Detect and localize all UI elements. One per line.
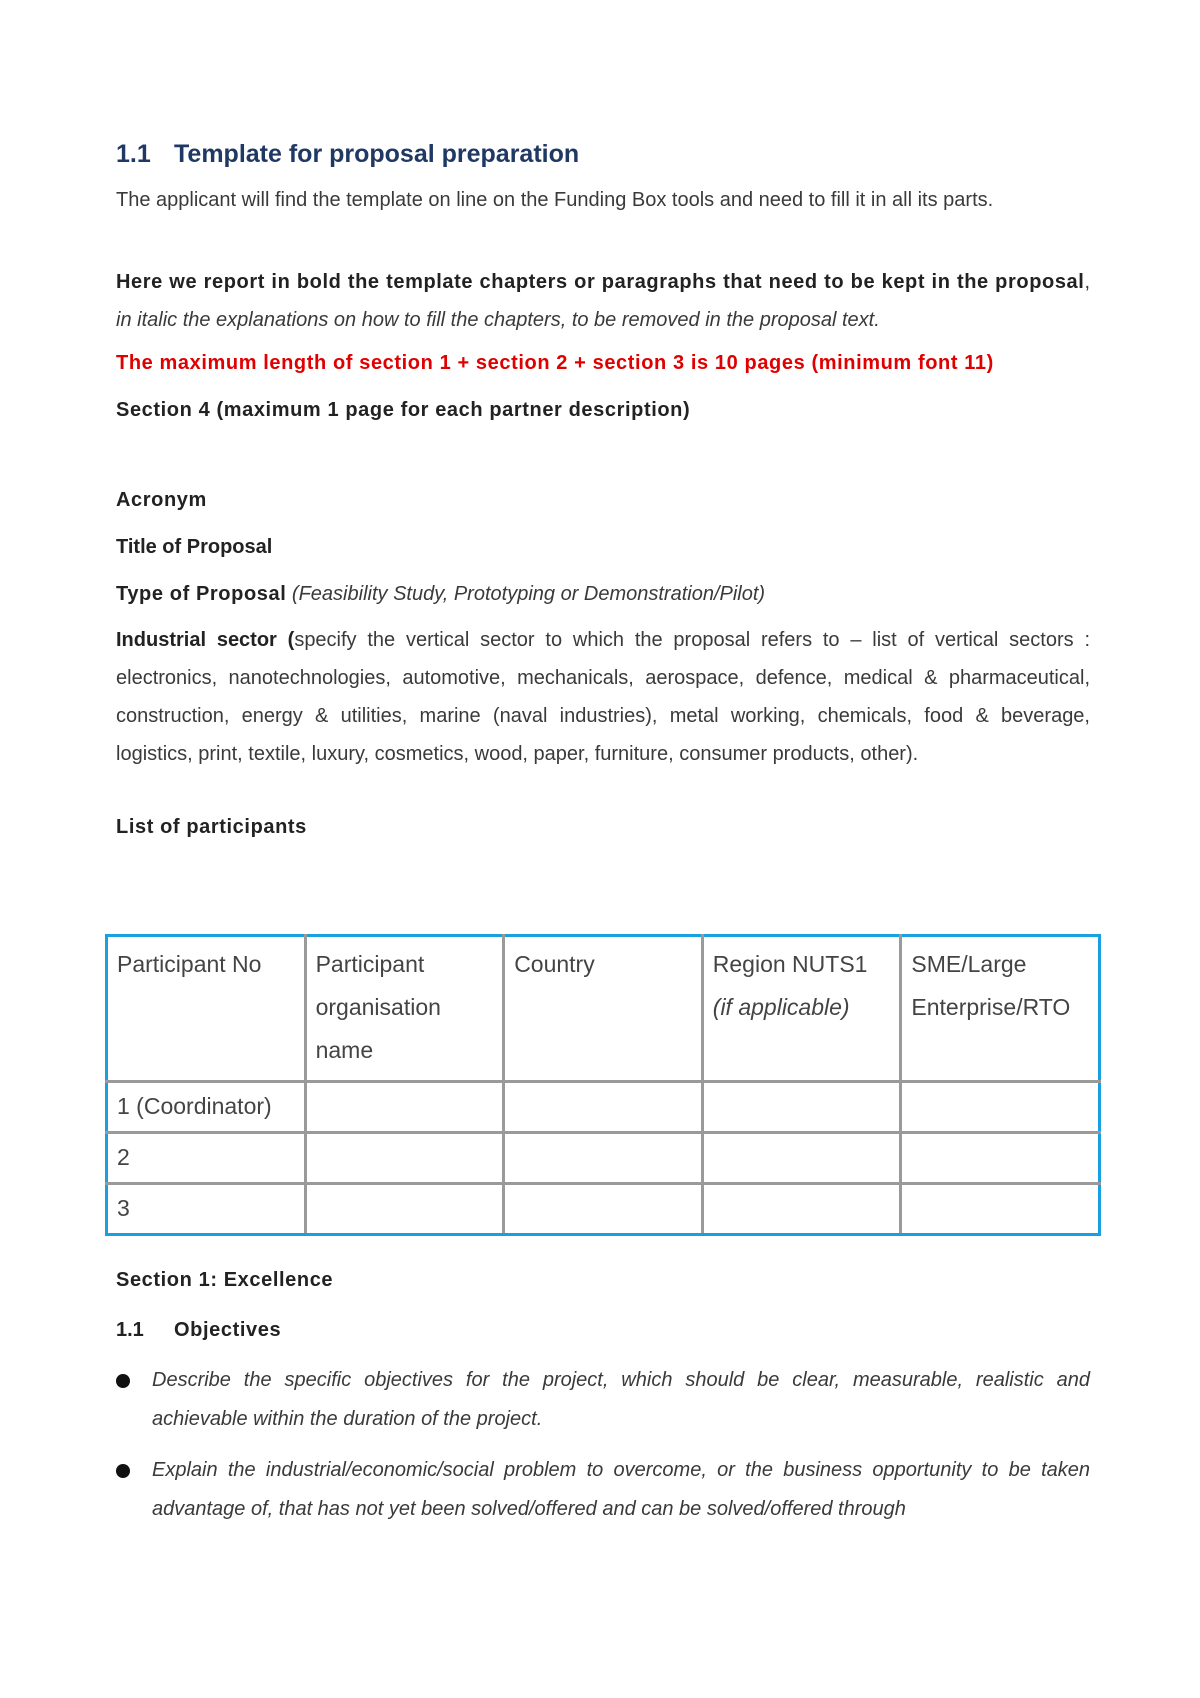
header-region-label: Region NUTS1 [712, 951, 868, 977]
section1-title: Section 1: Excellence [116, 1269, 334, 1291]
objectives-number: 1.1 [116, 1319, 144, 1341]
bullet-text: Explain the industrial/economic/social problem to overcome, or the business opportunity to be taken advantage of, that has not yet been solved/offered and can be solved/offered through [152, 1459, 1090, 1520]
industrial-sector [116, 621, 1090, 773]
type-label: Type of Proposal [116, 583, 287, 605]
objectives-title: Objectives [174, 1319, 282, 1341]
table-row [107, 1184, 1100, 1235]
organisation-cell[interactable] [305, 1082, 504, 1133]
participant-number-cell: 3 [107, 1184, 306, 1235]
table-header-row [107, 936, 1100, 1082]
enterprise-type-cell[interactable] [901, 1184, 1100, 1235]
bullet-icon [116, 1464, 130, 1478]
sector-label: Industrial sector ( [116, 629, 295, 651]
sector-hint: specify the vertical sector to which the proposal refers to – list of vertical sectors : electronics, nanotechnologies, automotive, mechanicals, aerospace, defence, medical & pharmaceutical, construction, energy & utilities, marine (naval industries), metal working, chemicals, food & beverage, logistics, print, textile, luxury, cosmetics, wood, paper, furniture, consumer products, other). [116, 629, 1090, 765]
instruction-bold: Here we report in bold the template chapters or paragraphs that need to be kept in the proposal [116, 271, 1085, 293]
list-item [116, 1361, 1090, 1439]
heading-number: 1.1 [116, 140, 151, 168]
header-organisation-name: Participant organisation name [305, 936, 504, 1082]
country-cell[interactable] [504, 1184, 703, 1235]
list-item [116, 1451, 1090, 1529]
region-cell[interactable] [702, 1082, 901, 1133]
participants-label: List of participants [116, 816, 307, 838]
title-label: Title of Proposal [116, 536, 273, 558]
header-region-hint: (if applicable) [712, 994, 850, 1020]
country-cell[interactable] [504, 1133, 703, 1184]
intro-paragraph: The applicant will find the template on line on the Funding Box tools and need to fill it in all its parts. [116, 189, 994, 211]
header-region [702, 936, 901, 1082]
type-of-proposal [116, 575, 1090, 613]
enterprise-type-cell[interactable] [901, 1082, 1100, 1133]
country-cell[interactable] [504, 1082, 703, 1133]
organisation-cell[interactable] [305, 1184, 504, 1235]
table-row [107, 1082, 1100, 1133]
header-enterprise-type: SME/Large Enterprise/RTO [901, 936, 1100, 1082]
participant-number-cell: 2 [107, 1133, 306, 1184]
region-cell[interactable] [702, 1184, 901, 1235]
instruction-comma: , [1084, 271, 1090, 293]
region-cell[interactable] [702, 1133, 901, 1184]
bullet-text: Describe the specific objectives for the project, which should be clear, measurable, realistic and achievable within the duration of the project. [152, 1369, 1090, 1430]
participant-number-cell: 1 (Coordinator) [107, 1082, 306, 1133]
organisation-cell[interactable] [305, 1133, 504, 1184]
participants-table [105, 934, 1101, 1236]
instruction-paragraph [116, 263, 1090, 339]
instruction-italic: in italic the explanations on how to fill the chapters, to be removed in the proposal text. [116, 309, 880, 331]
bullet-icon [116, 1374, 130, 1388]
heading-title: Template for proposal preparation [174, 140, 580, 168]
acronym-label: Acronym [116, 489, 207, 511]
table-row [107, 1133, 1100, 1184]
section4-note: Section 4 (maximum 1 page for each partner description) [116, 399, 691, 421]
max-length-note: The maximum length of section 1 + section 2 + section 3 is 10 pages (minimum font 11) [116, 352, 994, 374]
header-participant-no: Participant No [107, 936, 306, 1082]
section-heading [116, 140, 579, 169]
objectives-heading [116, 1311, 1090, 1349]
type-hint: (Feasibility Study, Prototyping or Demonstration/Pilot) [286, 583, 766, 605]
header-country: Country [504, 936, 703, 1082]
enterprise-type-cell[interactable] [901, 1133, 1100, 1184]
